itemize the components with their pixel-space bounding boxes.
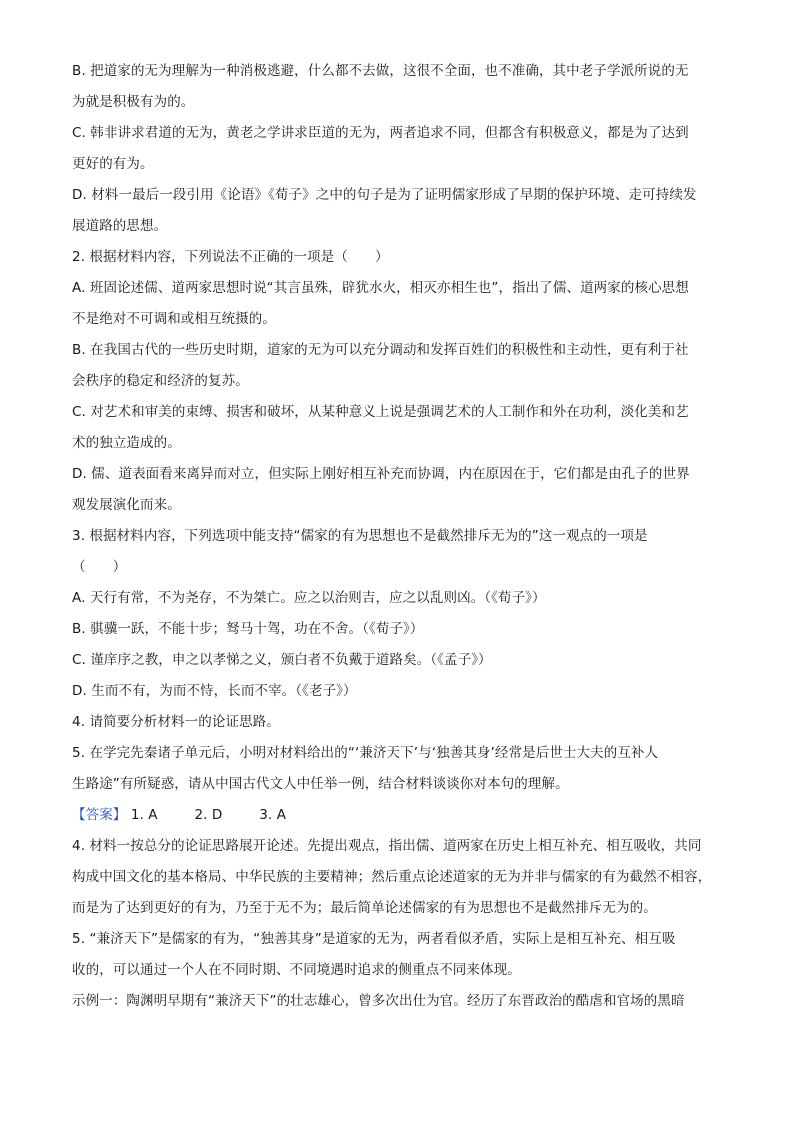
text-line: B. 把道家的无为理解为一种消极逃避，什么都不去做，这很不全面，也不准确，其中老子学派所说的无	[72, 63, 689, 79]
answer-item: 3. A	[259, 807, 287, 823]
text-line: 会秩序的稳定和经济的复苏。	[72, 373, 249, 389]
text-line: 3. 根据材料内容，下列选项中能支持“儒家的有为思想也不是截然排斥无为的”这一观点的一项是	[72, 528, 648, 544]
text-line: C. 谨庠序之教，申之以孝悌之义，颁白者不负戴于道路矣。（《孟子》）	[72, 652, 492, 668]
explanation-line: 5. “兼济天下”是儒家的有为，“独善其身”是道家的无为，两者看似矛盾，实际上是相互补充、相互吸	[72, 931, 676, 947]
text-line: D. 生而不有，为而不恃，长而不宰。（《老子》）	[72, 683, 357, 699]
explanation-line: 4. 材料一按总分的论证思路展开论述。先提出观点，指出儒、道两家在历史上相互补充、相互吸收，共同	[72, 838, 702, 854]
answer-line	[72, 806, 732, 837]
answer-label: 【答案】	[72, 807, 127, 823]
text-line: 2. 根据材料内容，下列说法不正确的一项是（ ）	[72, 249, 389, 265]
question-text	[72, 62, 732, 806]
text-line: B. 骐骥一跃，不能十步；驽马十驾，功在不舍。（《荀子》）	[72, 621, 424, 637]
document-page	[72, 62, 732, 1023]
text-line: 术的独立造成的。	[72, 435, 181, 451]
answer-item: 2. D	[194, 807, 223, 823]
text-line: 更好的有为。	[72, 156, 154, 172]
text-line: 4. 请简要分析材料一的论证思路。	[72, 714, 280, 730]
text-line: 观发展演化而来。	[72, 497, 181, 513]
text-line: A. 班固论述儒、道两家思想时说“其言虽殊，辟犹水火，相灭亦相生也”，指出了儒、道两家的核心思想	[72, 280, 689, 296]
text-line: D. 材料一最后一段引用《论语》《荀子》之中的句子是为了证明儒家形成了早期的保护环境、走可持续发	[72, 187, 697, 203]
text-line: D. 儒、道表面看来离异而对立，但实际上刚好相互补充而协调，内在原因在于，它们都是由孔子的世界	[72, 466, 690, 482]
text-line: （ ）	[72, 559, 127, 575]
text-line: A. 天行有常，不为尧存，不为桀亡。应之以治则吉，应之以乱则凶。（《荀子》）	[72, 590, 546, 606]
text-line: 不是绝对不可调和或相互统摄的。	[72, 311, 276, 327]
explanation-line: 而是为了达到更好的有为，乃至于无不为；最后简单论述儒家的有为思想也不是截然排斥无为的。	[72, 900, 657, 916]
text-line: B. 在我国古代的一些历史时期，道家的无为可以充分调动和发挥百姓们的积极性和主动性，更有利于社	[72, 342, 689, 358]
text-line: 生路途”有所疑惑，请从中国古代文人中任举一例，结合材料谈谈你对本句的理解。	[72, 776, 569, 792]
explanation-line: 示例一：陶渊明早期有“兼济天下”的壮志雄心，曾多次出仕为官。经历了东晋政治的酷虐和官场的黑暗	[72, 993, 685, 1009]
answer-item: 1. A	[130, 807, 158, 823]
explanation-line: 收的，可以通过一个人在不同时期、不同境遇时追求的侧重点不同来体现。	[72, 962, 521, 978]
explanation-line: 构成中国文化的基本格局、中华民族的主要精神；然后重点论述道家的无为并非与儒家的有为截然不相容，	[72, 869, 712, 885]
text-line: 展道路的思想。	[72, 218, 168, 234]
explanation-text	[72, 837, 732, 1023]
text-line: 为就是积极有为的。	[72, 94, 195, 110]
text-line: C. 对艺术和审美的束缚、损害和破坏，从某种意义上说是强调艺术的人工制作和外在功利，淡化美和艺	[72, 404, 689, 420]
text-line: 5. 在学完先秦诸子单元后，小明对材料给出的“‘兼济天下’与‘独善其身’经常是后世士大夫的互补人	[72, 745, 659, 761]
text-line: C. 韩非讲求君道的无为，黄老之学讲求臣道的无为，两者追求不同，但都含有积极意义，都是为了达到	[72, 125, 689, 141]
